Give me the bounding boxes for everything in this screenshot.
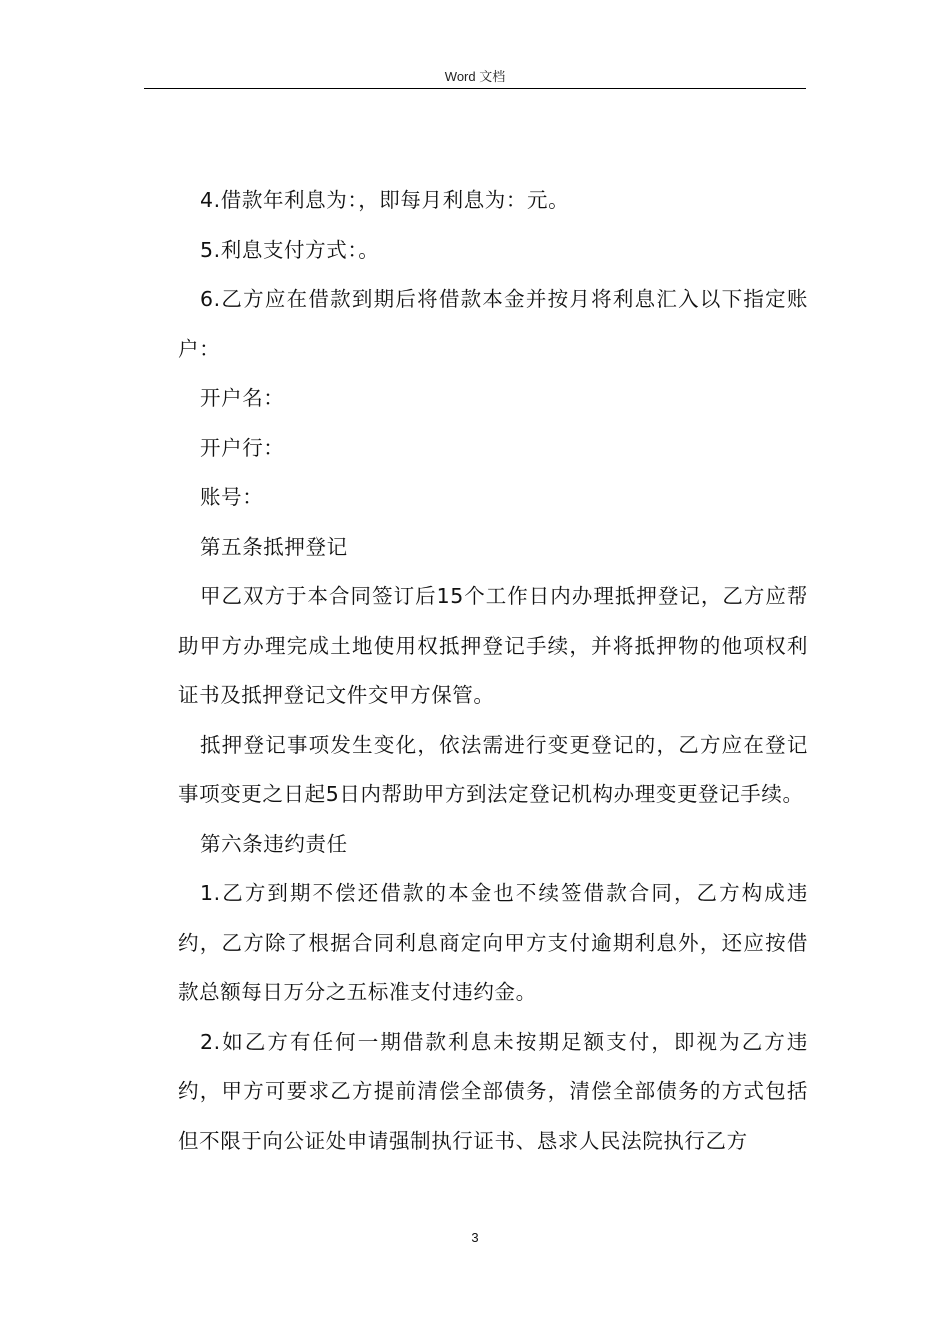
paragraph-default-1: 1.乙方到期不偿还借款的本金也不续签借款合同，乙方构成违约，乙方除了根据合同利息商定向甲方支付逾期利息外，还应按借款总额每日万分之五标准支付违约金。 xyxy=(178,881,808,1004)
page-header: Word 文档 xyxy=(444,69,506,84)
paragraph-mortgage-registration: 甲乙双方于本合同签订后15个工作日内办理抵押登记，乙方应帮助甲方办理完成土地使用权抵押登记手续，并将抵押物的他项权利证书及抵押登记文件交甲方保管。 xyxy=(178,584,808,707)
paragraph-default-2: 2.如乙方有任何一期借款利息未按期足额支付，即视为乙方违约，甲方可要求乙方提前清偿全部债务，清偿全部债务的方式包括但不限于向公证处申请强制执行证书、恳求人民法院执行乙方 xyxy=(178,1029,808,1153)
paragraph-account-bank: 开户行： xyxy=(200,435,285,460)
paragraph-repayment-account: 6.乙方应在借款到期后将借款本金并按月将利息汇入以下指定账户： xyxy=(178,287,808,361)
document-body xyxy=(178,176,808,1166)
page-number: 3 xyxy=(471,1230,479,1245)
paragraph-account-name: 开户名： xyxy=(200,386,285,410)
section-heading-6: 第六条违约责任 xyxy=(200,831,348,856)
section-heading-5: 第五条抵押登记 xyxy=(200,534,348,559)
paragraph-registration-change: 抵押登记事项发生变化，依法需进行变更登记的，乙方应在登记事项变更之日起5日内帮助甲方到法定登记机构办理变更登记手续。 xyxy=(178,732,808,806)
paragraph-interest-rate: 4.借款年利息为：，即每月利息为：元。 xyxy=(200,188,570,212)
paragraph-account-number: 账号： xyxy=(200,485,264,509)
header-divider xyxy=(144,88,806,89)
paragraph-payment-method: 5.利息支付方式：。 xyxy=(200,237,380,262)
